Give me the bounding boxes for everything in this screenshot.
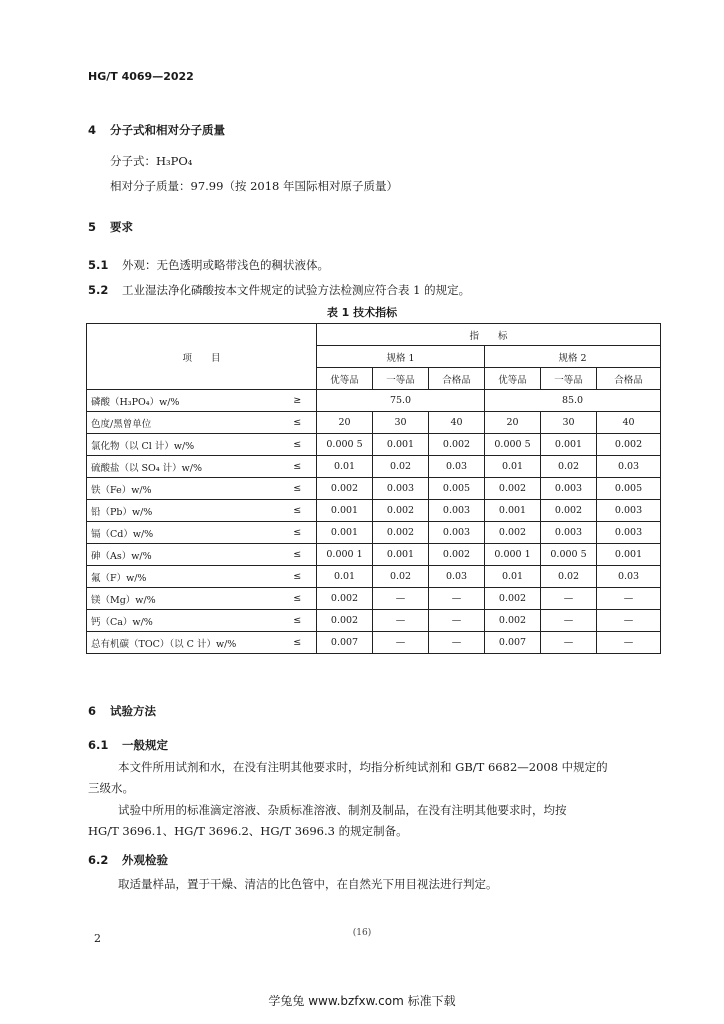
row-item: 色度/黑曾单位 xyxy=(87,412,279,434)
clause-5-2 xyxy=(88,282,470,298)
molar-mass-line xyxy=(110,178,398,194)
row-value: 0.000 5 xyxy=(541,544,597,566)
row-value: 0.000 1 xyxy=(317,544,373,566)
row-value: 0.002 xyxy=(429,544,485,566)
row-value: 0.03 xyxy=(429,566,485,588)
mass-label: 相对分子质量： xyxy=(110,179,191,193)
row-operator: ≤ xyxy=(279,522,317,544)
row-value: 0.005 xyxy=(597,478,661,500)
row-operator: ≥ xyxy=(279,390,317,412)
row-value: 0.001 xyxy=(373,544,429,566)
row-value: 0.002 xyxy=(485,588,541,610)
section-number: 4 xyxy=(88,123,97,137)
row-value: 0.002 xyxy=(373,500,429,522)
row-value: 0.03 xyxy=(597,566,661,588)
row-value: 0.002 xyxy=(597,434,661,456)
row-value: 0.002 xyxy=(429,434,485,456)
section-number: 5 xyxy=(88,220,97,234)
mass-note: （按 2018 年国际相对原子质量） xyxy=(223,179,399,193)
row-value: 0.007 xyxy=(485,632,541,654)
table-row xyxy=(87,434,661,456)
paragraph-1-line-1: 本文件所用试剂和水，在没有注明其他要求时，均指分析纯试剂和 GB/T 6682—2008 中规定的 xyxy=(118,760,608,774)
row-value: 40 xyxy=(597,412,661,434)
page-mark: (16) xyxy=(352,928,372,938)
site-watermark: 学兔兔 www.bzfxw.com 标准下载 xyxy=(268,994,456,1008)
paragraph-1-line-2: 三级水。 xyxy=(88,781,134,795)
row-value: — xyxy=(597,588,661,610)
row-value: 20 xyxy=(317,412,373,434)
row-value: 0.002 xyxy=(317,478,373,500)
table-header-row xyxy=(87,324,661,346)
section-number: 6 xyxy=(88,704,97,718)
row-value: 20 xyxy=(485,412,541,434)
row-value: 0.001 xyxy=(317,522,373,544)
clause-5-1 xyxy=(88,257,329,273)
table-row xyxy=(87,632,661,654)
standard-code: HG/T 4069—2022 xyxy=(88,70,194,83)
row-value: 85.0 xyxy=(485,390,661,412)
row-operator: ≤ xyxy=(279,588,317,610)
row-value: — xyxy=(429,588,485,610)
row-value: 0.000 5 xyxy=(485,434,541,456)
row-value: 0.002 xyxy=(317,610,373,632)
row-value: 0.001 xyxy=(597,544,661,566)
row-value: 30 xyxy=(541,412,597,434)
table-row xyxy=(87,478,661,500)
section-6-heading xyxy=(88,703,156,719)
row-value: — xyxy=(597,632,661,654)
paragraph-3: 取适量样品，置于干燥、清洁的比色管中，在自然光下用目视法进行判定。 xyxy=(118,877,498,891)
row-value: — xyxy=(597,610,661,632)
clause-6-2-heading xyxy=(88,852,168,868)
row-value: 0.003 xyxy=(597,500,661,522)
row-value: — xyxy=(541,610,597,632)
header-index: 指 标 xyxy=(317,324,661,346)
row-value: 0.02 xyxy=(541,456,597,478)
clause-number: 5.1 xyxy=(88,258,109,272)
table-row xyxy=(87,390,661,412)
row-value: 0.03 xyxy=(597,456,661,478)
grade-header: 一等品 xyxy=(541,368,597,390)
row-item: 镁（Mg）w/% xyxy=(87,588,279,610)
section-4-heading xyxy=(88,122,225,138)
paragraph-2-line-1: 试验中所用的标准滴定溶液、杂质标准溶液、制剂及制品，在没有注明其他要求时，均按 xyxy=(118,803,567,817)
table-row xyxy=(87,522,661,544)
table-row xyxy=(87,610,661,632)
table-row xyxy=(87,456,661,478)
row-value: 0.003 xyxy=(373,478,429,500)
row-value: 30 xyxy=(373,412,429,434)
mass-value: 97.99 xyxy=(190,179,224,193)
clause-number: 5.2 xyxy=(88,283,109,297)
row-operator: ≤ xyxy=(279,566,317,588)
row-value: 0.003 xyxy=(429,500,485,522)
row-value: 0.02 xyxy=(373,456,429,478)
row-value: — xyxy=(541,588,597,610)
row-item: 磷酸（H₃PO₄）w/% xyxy=(87,390,279,412)
row-value: — xyxy=(429,610,485,632)
section-5-heading xyxy=(88,219,133,235)
clause-title: 一般规定 xyxy=(122,738,168,752)
row-value: 0.001 xyxy=(373,434,429,456)
header-spec-2: 规格 2 xyxy=(485,346,661,368)
formula-line xyxy=(110,153,192,169)
row-value: — xyxy=(541,632,597,654)
row-value: 0.01 xyxy=(485,566,541,588)
row-operator: ≤ xyxy=(279,500,317,522)
grade-header: 一等品 xyxy=(373,368,429,390)
clause-text: 外观：无色透明或略带浅色的稠状液体。 xyxy=(122,258,329,272)
row-operator: ≤ xyxy=(279,434,317,456)
row-item: 铁（Fe）w/% xyxy=(87,478,279,500)
clause-text: 工业湿法净化磷酸按本文件规定的试验方法检测应符合表 1 的规定。 xyxy=(122,283,471,297)
row-value: 0.002 xyxy=(317,588,373,610)
table-row xyxy=(87,544,661,566)
row-item: 铅（Pb）w/% xyxy=(87,500,279,522)
section-title: 试验方法 xyxy=(110,704,156,718)
table-row xyxy=(87,500,661,522)
row-value: 0.01 xyxy=(485,456,541,478)
row-operator: ≤ xyxy=(279,610,317,632)
row-value: 0.01 xyxy=(317,566,373,588)
row-value: 0.002 xyxy=(485,610,541,632)
row-value: 0.02 xyxy=(373,566,429,588)
row-value: 0.01 xyxy=(317,456,373,478)
formula-label: 分子式： xyxy=(110,154,156,168)
row-item: 砷（As）w/% xyxy=(87,544,279,566)
row-operator: ≤ xyxy=(279,544,317,566)
paragraph-2-line-2: HG/T 3696.1、HG/T 3696.2、HG/T 3696.3 的规定制备。 xyxy=(88,824,408,838)
row-value: 0.005 xyxy=(429,478,485,500)
row-value: — xyxy=(373,632,429,654)
clause-number: 6.1 xyxy=(88,738,109,752)
row-value: 0.003 xyxy=(541,478,597,500)
row-value: 40 xyxy=(429,412,485,434)
clause-number: 6.2 xyxy=(88,853,109,867)
row-item: 总有机碳（TOC）（以 C 计）w/% xyxy=(87,632,279,654)
grade-header: 优等品 xyxy=(485,368,541,390)
row-value: — xyxy=(429,632,485,654)
row-item: 氟（F）w/% xyxy=(87,566,279,588)
row-value: 0.003 xyxy=(541,522,597,544)
row-item: 镉（Cd）w/% xyxy=(87,522,279,544)
header-item: 项 目 xyxy=(87,324,317,390)
row-value: — xyxy=(373,610,429,632)
formula-value: H₃PO₄ xyxy=(156,154,193,168)
row-value: 0.000 1 xyxy=(485,544,541,566)
header-spec-1: 规格 1 xyxy=(317,346,485,368)
row-item: 氯化物（以 Cl 计）w/% xyxy=(87,434,279,456)
row-value: 0.002 xyxy=(541,500,597,522)
page-number: 2 xyxy=(94,932,101,945)
table-row xyxy=(87,588,661,610)
row-value: 0.003 xyxy=(597,522,661,544)
row-operator: ≤ xyxy=(279,412,317,434)
row-value: 0.002 xyxy=(373,522,429,544)
row-value: 0.03 xyxy=(429,456,485,478)
row-value: 0.002 xyxy=(485,522,541,544)
row-value: 0.001 xyxy=(485,500,541,522)
technical-spec-table xyxy=(86,323,661,654)
row-value: 0.02 xyxy=(541,566,597,588)
row-item: 硫酸盐（以 SO₄ 计）w/% xyxy=(87,456,279,478)
grade-header: 优等品 xyxy=(317,368,373,390)
table-row xyxy=(87,566,661,588)
row-value: 0.007 xyxy=(317,632,373,654)
row-value: 0.001 xyxy=(317,500,373,522)
table-row xyxy=(87,412,661,434)
clause-6-1-heading xyxy=(88,737,168,753)
row-operator: ≤ xyxy=(279,478,317,500)
section-title: 要求 xyxy=(110,220,133,234)
grade-header: 合格品 xyxy=(597,368,661,390)
row-value: 0.001 xyxy=(541,434,597,456)
row-value: 75.0 xyxy=(317,390,485,412)
row-item: 钙（Ca）w/% xyxy=(87,610,279,632)
row-value: — xyxy=(373,588,429,610)
row-value: 0.002 xyxy=(485,478,541,500)
row-operator: ≤ xyxy=(279,632,317,654)
row-operator: ≤ xyxy=(279,456,317,478)
section-title: 分子式和相对分子质量 xyxy=(110,123,225,137)
grade-header: 合格品 xyxy=(429,368,485,390)
row-value: 0.000 5 xyxy=(317,434,373,456)
clause-title: 外观检验 xyxy=(122,853,168,867)
row-value: 0.003 xyxy=(429,522,485,544)
table-caption: 表 1 技术指标 xyxy=(326,306,398,319)
